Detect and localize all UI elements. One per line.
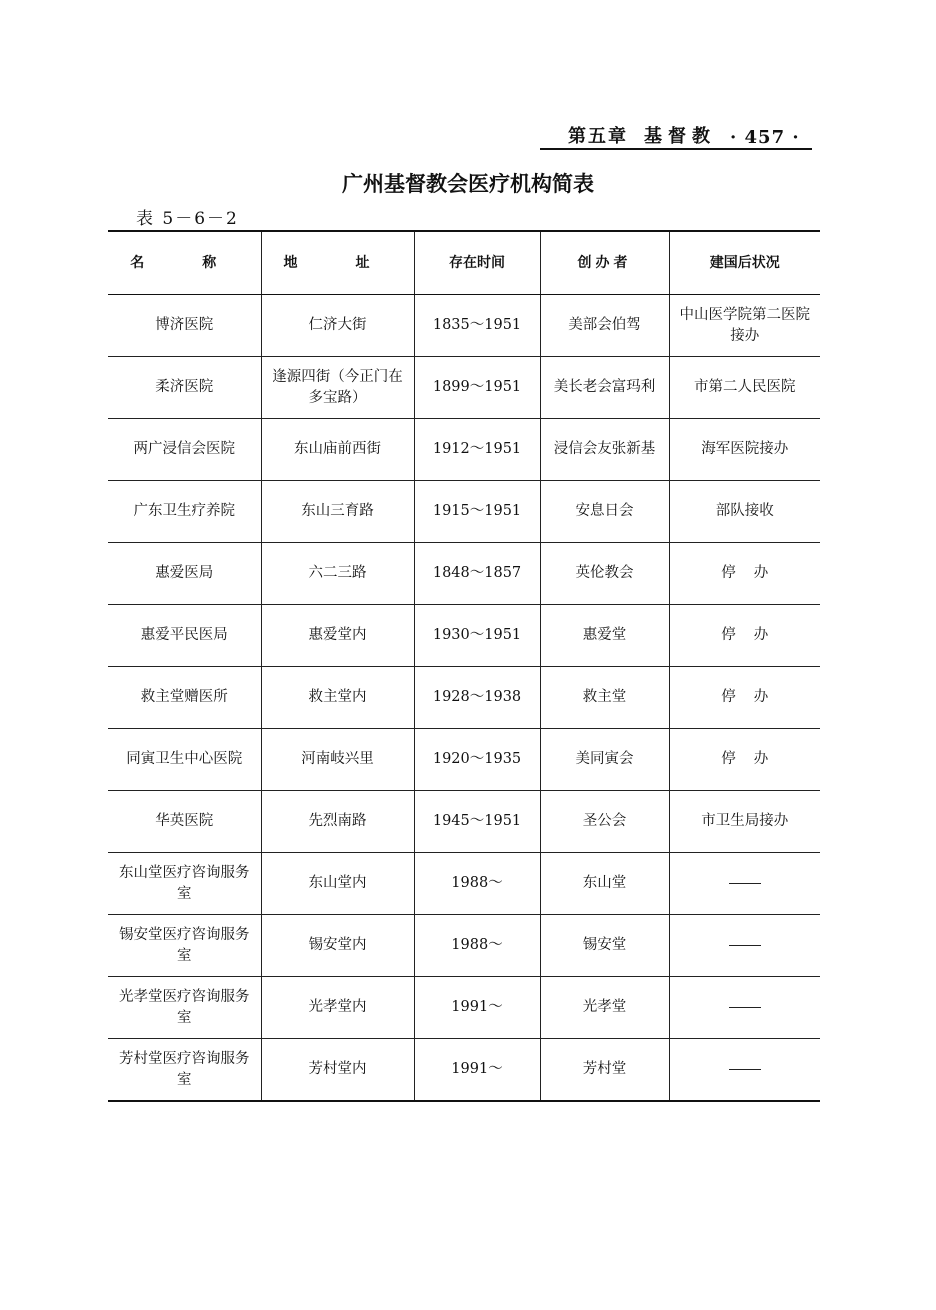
cell-address: 逢源四街（今正门在多宝路）: [261, 357, 414, 419]
column-header-address: 地 址: [261, 231, 414, 295]
cell-address: 锡安堂内: [261, 915, 414, 977]
cell-period: 1920～1935: [414, 729, 540, 791]
table-row: [108, 295, 820, 357]
table-title: 广州基督教会医疗机构简表: [342, 172, 594, 196]
running-head: [540, 118, 812, 150]
cell-address: 救主堂内: [261, 667, 414, 729]
cell-period: 1928～1938: [414, 667, 540, 729]
cell-status: 市第二人民医院: [669, 357, 820, 419]
cell-period: 1899～1951: [414, 357, 540, 419]
cell-status: 海军医院接办: [669, 419, 820, 481]
cell-address: 东山庙前西街: [261, 419, 414, 481]
column-header-name: 名 称: [108, 231, 261, 295]
column-header-founder: 创办者: [540, 231, 669, 295]
cell-address: 东山三育路: [261, 481, 414, 543]
cell-address: 光孝堂内: [261, 977, 414, 1039]
cell-name: 博济医院: [108, 295, 261, 357]
institutions-table: [108, 230, 820, 1102]
cell-founder: 美部会伯驾: [540, 295, 669, 357]
cell-founder: 安息日会: [540, 481, 669, 543]
table-row: [108, 543, 820, 605]
cell-name: 芳村堂医疗咨询服务室: [108, 1039, 261, 1102]
cell-status: 停办: [669, 667, 820, 729]
cell-name: 光孝堂医疗咨询服务室: [108, 977, 261, 1039]
table-row: [108, 729, 820, 791]
table-row: [108, 667, 820, 729]
table-row: [108, 977, 820, 1039]
page-number: · 457 ·: [730, 127, 800, 148]
chapter-topic: 基督教: [644, 126, 716, 147]
cell-name: 两广浸信会医院: [108, 419, 261, 481]
cell-founder: 美同寅会: [540, 729, 669, 791]
cell-founder: 英伦教会: [540, 543, 669, 605]
cell-name: 同寅卫生中心医院: [108, 729, 261, 791]
cell-founder: 芳村堂: [540, 1039, 669, 1102]
empty-status-dash: [729, 1069, 761, 1070]
empty-status-dash: [729, 883, 761, 884]
cell-address: 先烈南路: [261, 791, 414, 853]
cell-status: 市卫生局接办: [669, 791, 820, 853]
cell-address: 芳村堂内: [261, 1039, 414, 1102]
column-header-period: 存在时间: [414, 231, 540, 295]
cell-status: 停办: [669, 605, 820, 667]
table-row: [108, 915, 820, 977]
cell-status: [669, 853, 820, 915]
cell-name: 柔济医院: [108, 357, 261, 419]
cell-status: 部队接收: [669, 481, 820, 543]
cell-founder: 惠爱堂: [540, 605, 669, 667]
cell-name: 华英医院: [108, 791, 261, 853]
cell-address: 东山堂内: [261, 853, 414, 915]
cell-period: 1930～1951: [414, 605, 540, 667]
cell-address: 仁济大街: [261, 295, 414, 357]
cell-address: 河南岐兴里: [261, 729, 414, 791]
cell-name: 广东卫生疗养院: [108, 481, 261, 543]
cell-founder: 东山堂: [540, 853, 669, 915]
cell-period: 1915～1951: [414, 481, 540, 543]
table-body: [108, 295, 820, 1102]
cell-period: 1988～: [414, 853, 540, 915]
cell-founder: 圣公会: [540, 791, 669, 853]
cell-founder: 锡安堂: [540, 915, 669, 977]
table-row: [108, 791, 820, 853]
cell-status: 停办: [669, 543, 820, 605]
cell-period: 1988～: [414, 915, 540, 977]
cell-founder: 浸信会友张新基: [540, 419, 669, 481]
table-row: [108, 605, 820, 667]
cell-status: [669, 915, 820, 977]
cell-founder: 救主堂: [540, 667, 669, 729]
cell-period: 1835～1951: [414, 295, 540, 357]
cell-period: 1991～: [414, 1039, 540, 1102]
cell-address: 六二三路: [261, 543, 414, 605]
cell-status: [669, 1039, 820, 1102]
cell-founder: 光孝堂: [540, 977, 669, 1039]
empty-status-dash: [729, 945, 761, 946]
table-row: [108, 357, 820, 419]
cell-status: 停办: [669, 729, 820, 791]
cell-status: [669, 977, 820, 1039]
cell-period: 1945～1951: [414, 791, 540, 853]
cell-founder: 美长老会富玛利: [540, 357, 669, 419]
cell-name: 惠爱医局: [108, 543, 261, 605]
cell-name: 惠爱平民医局: [108, 605, 261, 667]
table-row: [108, 419, 820, 481]
cell-address: 惠爱堂内: [261, 605, 414, 667]
table-number: 表 5－6－2: [136, 209, 239, 229]
table-row: [108, 1039, 820, 1102]
table-row: [108, 853, 820, 915]
empty-status-dash: [729, 1007, 761, 1008]
chapter-label: 第五章: [568, 126, 628, 147]
table-header-row: [108, 231, 820, 295]
cell-period: 1912～1951: [414, 419, 540, 481]
cell-name: 东山堂医疗咨询服务室: [108, 853, 261, 915]
column-header-status: 建国后状况: [669, 231, 820, 295]
cell-name: 救主堂赠医所: [108, 667, 261, 729]
cell-name: 锡安堂医疗咨询服务室: [108, 915, 261, 977]
cell-period: 1848～1857: [414, 543, 540, 605]
cell-status: 中山医学院第二医院接办: [669, 295, 820, 357]
cell-period: 1991～: [414, 977, 540, 1039]
table-row: [108, 481, 820, 543]
